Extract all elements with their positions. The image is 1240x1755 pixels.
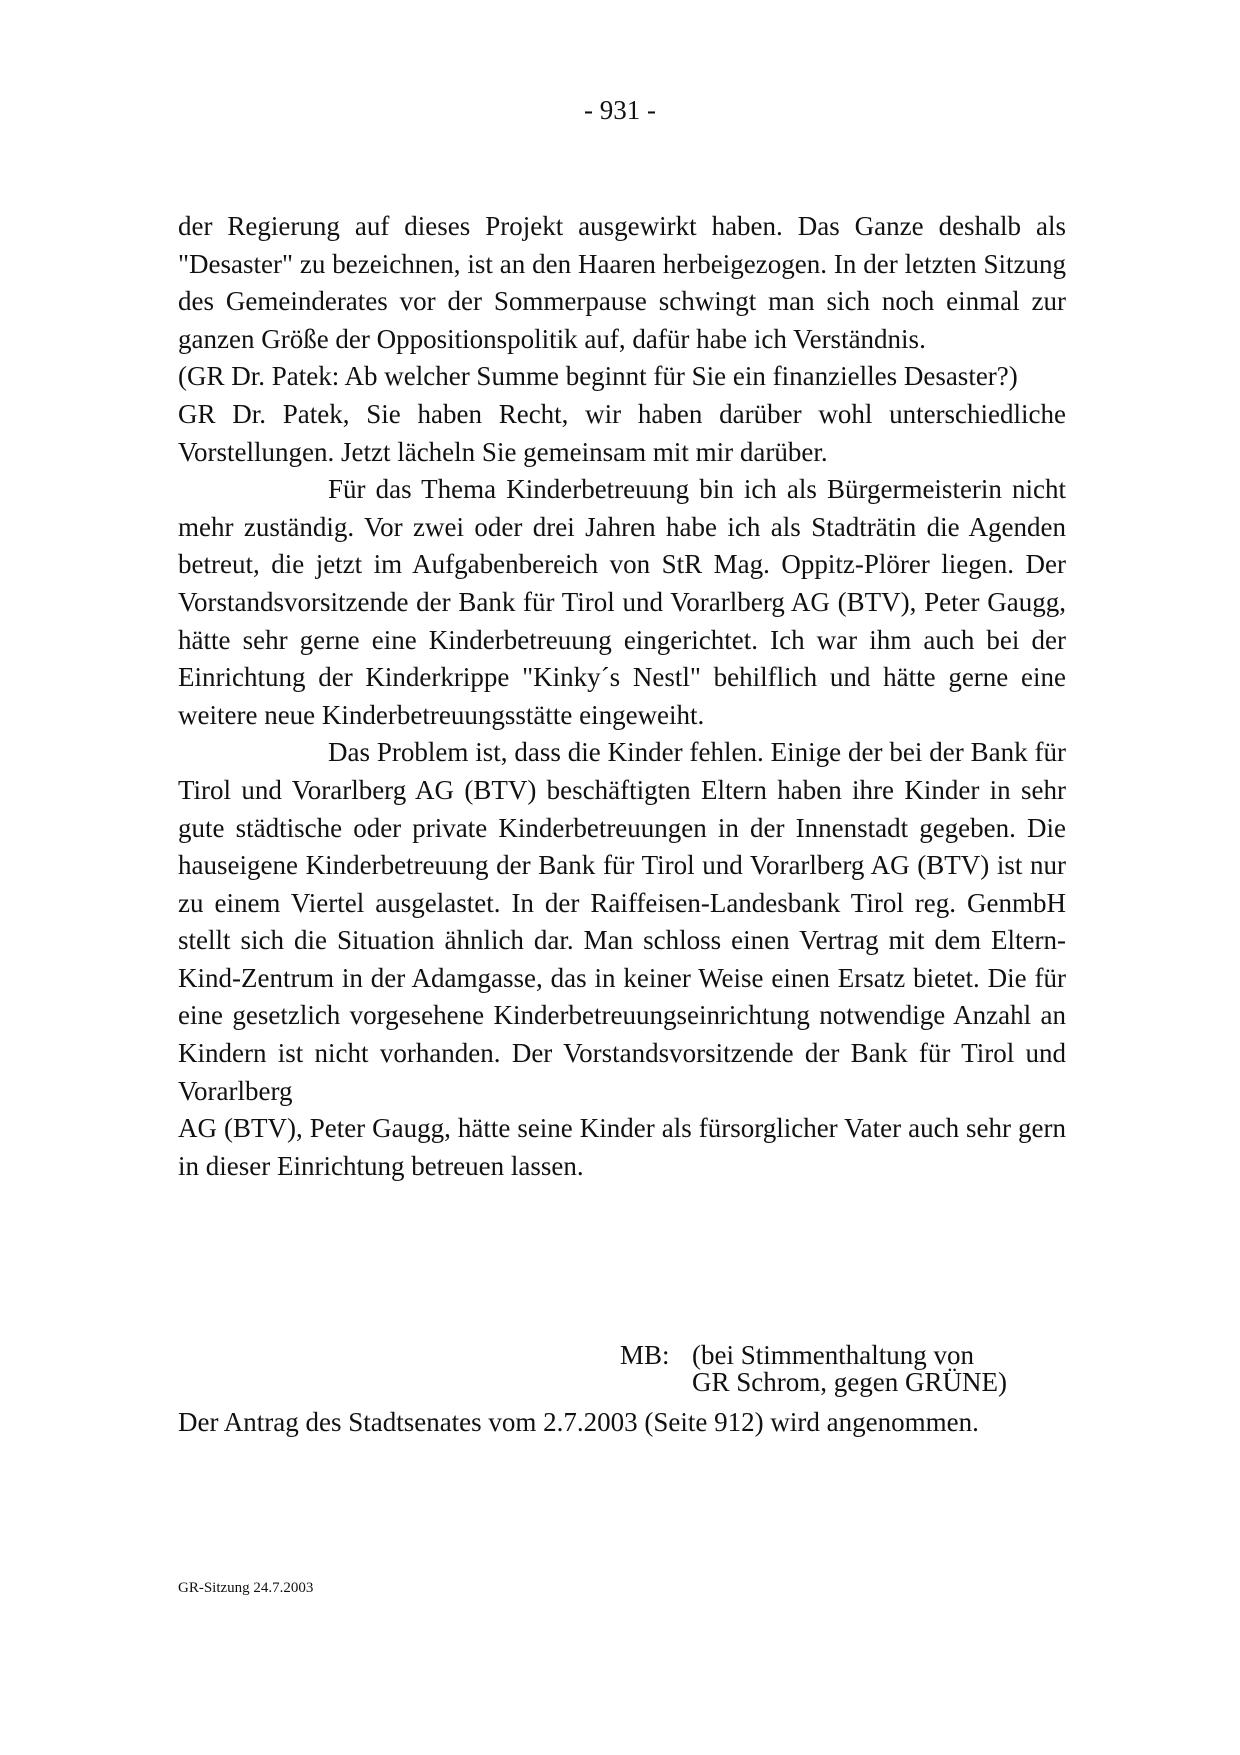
footer-session-date: GR-Sitzung 24.7.2003 [178, 1580, 314, 1596]
paragraph-interjection-patek: (GR Dr. Patek: Ab welcher Summe beginnt für Sie ein finanzielles Desaster?) [178, 361, 1018, 392]
paragraph-problem: Das Problem ist, dass die Kinder fehlen. Einige der bei der Bank für Tirol und Vorarlberg AG (BTV) beschäftigten Eltern haben ihre Kinder in sehr gute städtische oder private Kinderbetreuungen in der Innenstadt gegeben. Die hauseigene Kinderbetreuung der Bank für Tirol und Vorarlberg AG (BTV) ist nur zu einem Viertel ausgelastet. In der Raiffeisen-Landesbank Tirol reg. GenmbH stellt sich die Situation ähnlich dar. Man schloss einen Vertrag mit dem Eltern-Kind-Zentrum in der Adamgasse, das in keiner Weise einen Ersatz bietet. Die für eine gesetzlich vorgesehene Kinderbetreuungseinrichtung notwendige Anzahl an Kindern ist nicht vorhanden. Der Vorstandsvorsitzende der Bank für Tirol und Vorarlberg [178, 737, 1066, 1106]
decision-label: MB: [620, 1340, 670, 1370]
paragraph-regierung: der Regierung auf dieses Projekt ausgewirkt haben. Das Ganze deshalb als "Desaster" zu bezeichnen, ist an den Haaren herbeigezogen. In der letzten Sitzung des Gemeinderates vor der Sommerpause schwingt man sich noch einmal zur ganzen Größe der Oppositionspolitik auf, dafür habe ich Verständnis. [178, 211, 1066, 354]
body-text [178, 208, 1066, 1185]
paragraph-kinderbetreuung: Für das Thema Kinderbetreuung bin ich als Bürgermeisterin nicht mehr zuständig. Vor zwei oder drei Jahren habe ich als Stadträtin die Agenden betreut, die jetzt im Aufgabenbereich von StR Mag. Oppitz-Plörer liegen. Der Vorstandsvorsitzende der Bank für Tirol und Vorarlberg AG (BTV), Peter Gaugg, hätte sehr gerne eine Kinderbetreuung eingerichtet. Ich war ihm auch bei der Einrichtung der Kinderkrippe "Kinky´s Nestl" behilflich und hätte gerne eine weitere neue Kinderbetreuungsstätte eingeweiht. [178, 474, 1066, 730]
page-number: - 931 - [584, 95, 656, 125]
paragraph-reply-patek: GR Dr. Patek, Sie haben Recht, wir haben darüber wohl unterschiedliche Vorstellungen. Jetzt lächeln Sie gemeinsam mit mir darüber. [178, 398, 1066, 467]
decision-line-2: GR Schrom, gegen GRÜNE) [692, 1367, 1007, 1397]
resolution-statement: Der Antrag des Stadtsenates vom 2.7.2003 (Seite 912) wird angenommen. [178, 1407, 979, 1437]
paragraph-gaugg-kinder: AG (BTV), Peter Gaugg, hätte seine Kinder als fürsorglicher Vater auch sehr gern in dieser Einrichtung betreuen lassen. [178, 1113, 1066, 1181]
decision-line-1: (bei Stimmenthaltung von [692, 1340, 974, 1370]
